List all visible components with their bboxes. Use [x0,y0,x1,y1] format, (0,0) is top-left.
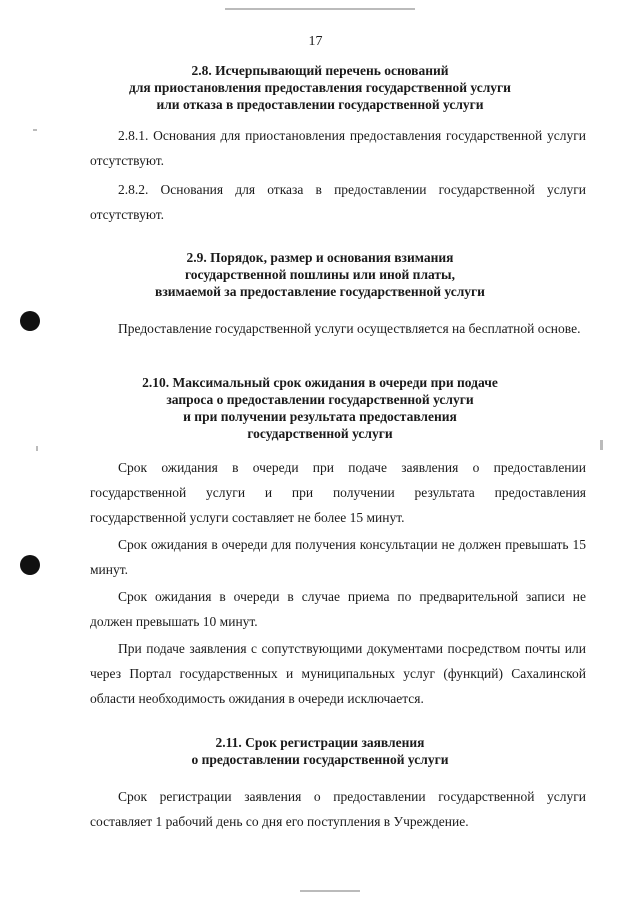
paragraph-2-10-3: Срок ожидания в очереди в случае приема по предварительной записи не должен превышать 10 минут. [90,589,586,629]
heading-line: запроса о предоставлении государственной услуги [166,392,474,407]
heading-line: о предоставлении государственной услуги [191,752,449,767]
heading-line: 2.11. Срок регистрации заявления [215,735,425,750]
heading-line: взимаемой за предоставление государственной услуги [155,284,485,299]
paragraph-2-8-1: 2.8.1. Основания для приостановления предоставления государственной услуги отсутствуют. [90,128,586,168]
page-number: 17 [308,34,323,49]
scan-noise [600,440,603,450]
scan-noise [33,129,37,131]
paragraph-2-8-2: 2.8.2. Основания для отказа в предоставлении государственной услуги отсутствуют. [90,182,586,222]
scan-noise [225,8,415,10]
heading-line: государственной пошлины или иной платы, [185,267,455,282]
heading-line: 2.8. Исчерпывающий перечень оснований [191,63,449,78]
section-heading-2-10 [60,374,580,442]
heading-line: 2.10. Максимальный срок ожидания в очереди при подаче [142,375,498,390]
heading-line: и при получении результата предоставления [183,409,457,424]
section-heading-2-11 [60,734,580,768]
scan-noise [300,890,360,892]
section-heading-2-8 [60,62,580,113]
paragraph-2-9: Предоставление государственной услуги осуществляется на бесплатной основе. [118,321,581,336]
punch-hole-top [20,311,40,331]
heading-line: или отказа в предоставлении государственной услуги [156,97,484,112]
heading-line: для приостановления предоставления государственной услуги [129,80,511,95]
paragraph-2-10-1: Срок ожидания в очереди при подаче заявления о предоставлении государственной услуги и при получении результата предоставления государственной услуги составляет не более 15 минут. [90,460,586,525]
paragraph-2-11: Срок регистрации заявления о предоставлении государственной услуги составляет 1 рабочий день со дня его поступления в Учреждение. [90,789,586,829]
heading-line: государственной услуги [247,426,393,441]
paragraph-2-10-4: При подаче заявления с сопутствующими документами посредством почты или через Портал государственных и муниципальных услуг (функций) Сахалинской области необходимость ожидания в очереди исключается. [90,641,586,706]
punch-hole-bottom [20,555,40,575]
paragraph-2-10-2: Срок ожидания в очереди для получения консультации не должен превышать 15 минут. [90,537,586,577]
section-heading-2-9 [60,249,580,300]
heading-line: 2.9. Порядок, размер и основания взимания [186,250,454,265]
scan-noise [36,446,38,451]
